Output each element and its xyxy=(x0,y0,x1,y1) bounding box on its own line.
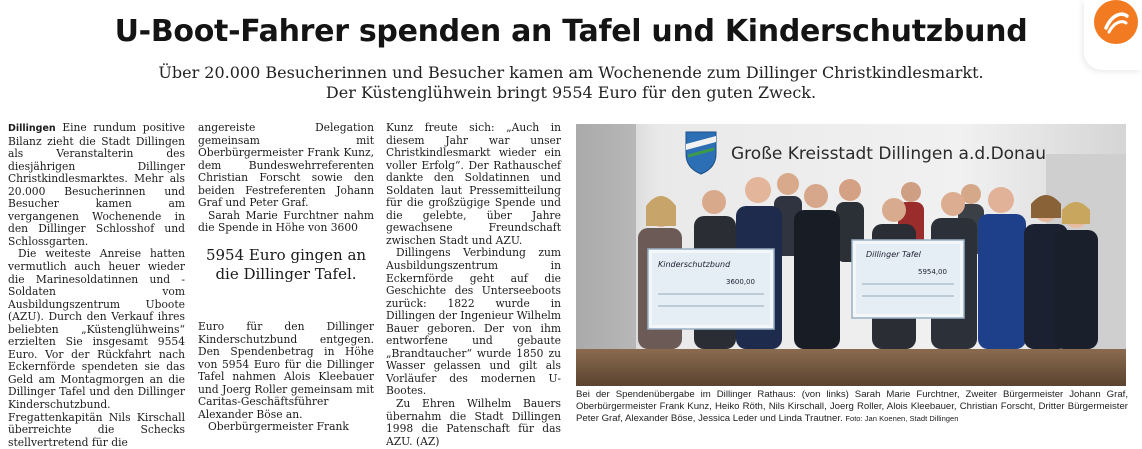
pull-quote: 5954 Euro gingen an die Dillinger Tafel. xyxy=(205,246,367,283)
caption-text: Bei der Spendenübergabe im Dillinger Rathaus: (von links) Sarah Marie Furchtner, Zweiter Bürgermeister Johann Graf, Oberbürgermeister Frank Kunz, Heiko Röth, Nils Kirschall, Joerg Roller, Alois Kleebauer, Christian Forscht, Dritter Bürgermeister Peter Graf, Alexander Böse, Jessica Leder und Linda Trautner. xyxy=(576,389,1128,425)
article-column-2-continued xyxy=(198,321,374,434)
column-2-paragraph-2: Sarah Marie Furchtner nahm die Spende in Höhe von 3600 xyxy=(198,208,374,235)
article-photo xyxy=(576,124,1126,386)
cheque-right xyxy=(852,240,964,318)
group-photo-illustration xyxy=(576,124,1126,386)
photo-credit: Foto: Jan Koenen, Stadt Dillingen xyxy=(845,414,959,424)
dateline: Dillingen xyxy=(8,123,56,134)
column-3-paragraph-1: Kunz freute sich: „Auch in diesem Jahr war unser Christkindlesmarkt wieder ein voller Erfolg“. Der Rathauschef dankte den Soldatinnen und Soldaten laut Pressemitteilung für die großzügige Spende und die gelebte, über Jahre gewachsene Freundschaft zwischen Stadt und AZU. xyxy=(386,121,561,247)
swirl-icon xyxy=(1102,8,1130,36)
column-2-paragraph-3: Euro für den Dillinger Kinderschutzbund entgegen. Den Spendenbetrag in Höhe von 5954 Euro für die Dillinger Tafel nahmen Alois Kleebauer und Joerg Roller gemeinsam mit Caritas-Geschäftsführer Alexander Böse an. xyxy=(198,320,374,421)
cheque-right-label: Dillinger Tafel xyxy=(866,250,921,259)
cheque-left-amount: 3600,00 xyxy=(726,278,755,286)
article-column-2 xyxy=(198,122,374,235)
article-headline: U-Boot-Fahrer spenden an Tafel und Kinderschutzbund xyxy=(114,14,1028,49)
photo-caption xyxy=(576,389,1128,426)
subhead-line-1: Über 20.000 Besucherinnen und Besucher kamen am Wochenende zum Dillinger Christkindlesmarkt. xyxy=(158,63,984,82)
cheque-right-amount: 5954,00 xyxy=(918,268,947,276)
cheque-left-label: Kinderschutzbund xyxy=(658,260,731,269)
column-3-paragraph-3: Zu Ehren Wilhelm Bauers übernahm die Stadt Dillingen 1998 die Patenschaft für das AZU. (AZ) xyxy=(386,397,561,448)
city-crest-icon xyxy=(686,132,716,174)
article-column-3 xyxy=(386,122,561,448)
article-subhead xyxy=(0,63,1142,103)
column-2-paragraph-1: angereiste Delegation gemeinsam mit Oberbürgermeister Frank Kunz, dem Bundeswehrreferenten Christian Forscht sowie den beiden Festreferenten Johann Graf und Peter Graf. xyxy=(198,121,374,210)
wall-sign-text: Große Kreisstadt Dillingen a.d.Donau xyxy=(731,144,1047,164)
column-1-paragraph-1: Eine rundum positive Bilanz zieht die Stadt Dillingen als Veranstalterin des diesjährigen Dillinger Christkindlesmarktes. Mehr als 20.000 Besucherinnen und Besucher kamen am vergangenen Wochenende in den Dillinger Schlosshof und Schlossgarten. xyxy=(8,121,185,248)
column-1-paragraph-2: Die weiteste Anreise hatten vermutlich auch heuer wieder die Marinesoldatinnen und -Soldaten vom Ausbildungszentrum Uboote (AZU). Durch den Verkauf ihres beliebten „Küstenglühweins“ erzielten Sie insgesamt 9554 Euro. Vor der Rückfahrt nach Eckernförde spendeten sie das Geld am Montagmorgen an die Dillinger Tafel und den Dillinger Kinderschutzbund. Fregattenkapitän Nils Kirschall überreichte die Schecks stellvertretend für die xyxy=(8,247,185,449)
article-column-1 xyxy=(8,122,185,449)
app-badge[interactable] xyxy=(1084,0,1142,70)
cheque-left xyxy=(648,249,774,329)
column-2-paragraph-4: Oberbürgermeister Frank xyxy=(208,420,349,434)
subhead-line-2: Der Küstenglühwein bringt 9554 Euro für den guten Zweck. xyxy=(325,83,817,102)
column-3-paragraph-2: Dillingens Verbindung zum Ausbildungszentrum in Eckernförde geht auf die Geschichte des Unterseeboots zurück: 1822 wurde in Dillingen der Ingenieur Wilhelm Bauer geboren. Der von ihm entworfene und gebaute „Brandtaucher“ wurde 1850 zu Wasser gelassen und gilt als Vorläufer des modernen U-Bootes. xyxy=(386,246,561,398)
